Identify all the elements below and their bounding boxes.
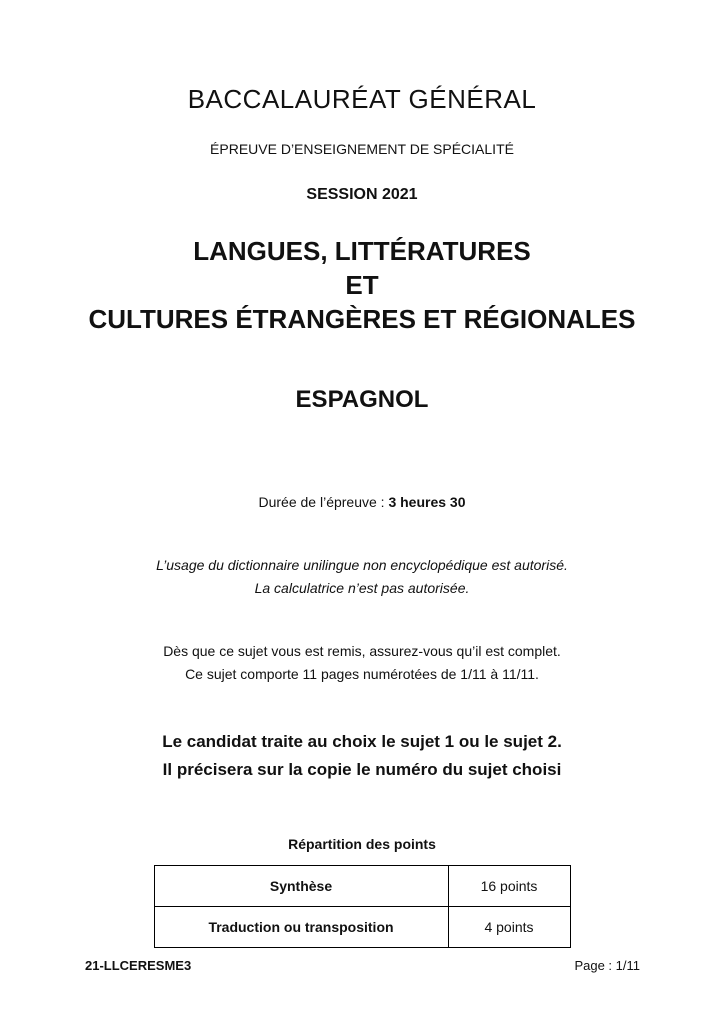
materials-note bbox=[0, 554, 724, 600]
points-row-label: Synthèse bbox=[154, 866, 448, 907]
points-table bbox=[154, 865, 571, 948]
duration-line bbox=[0, 494, 724, 510]
duration-value: 3 heures 30 bbox=[388, 494, 466, 510]
language-title: ESPAGNOL bbox=[295, 386, 429, 413]
subject-choice-line2: Il précisera sur la copie le numéro du sujet choisi bbox=[162, 760, 562, 779]
points-table-title: Répartition des points bbox=[288, 836, 436, 852]
points-row-value: 4 points bbox=[448, 907, 570, 948]
subject-choice-line1: Le candidat traite au choix le sujet 1 ou le sujet 2. bbox=[162, 732, 562, 751]
completeness-note bbox=[0, 640, 724, 686]
subject-choice-note bbox=[0, 728, 724, 784]
subject-title-line3: CULTURES ÉTRANGÈRES ET RÉGIONALES bbox=[88, 304, 636, 334]
page-footer bbox=[85, 958, 640, 973]
points-row-label: Traduction ou transposition bbox=[154, 907, 448, 948]
subject-title-line2: ET bbox=[345, 270, 379, 300]
calculator-note: La calculatrice n’est pas autorisée. bbox=[254, 580, 470, 596]
points-row-value: 16 points bbox=[448, 866, 570, 907]
table-row bbox=[154, 866, 570, 907]
pages-info-note: Ce sujet comporte 11 pages numérotées de 1/11 à 11/11. bbox=[185, 666, 539, 682]
page-title: BACCALAURÉAT GÉNÉRAL bbox=[187, 84, 537, 114]
dictionary-note: L’usage du dictionnaire unilingue non encyclopédique est autorisé. bbox=[156, 557, 568, 573]
table-row bbox=[154, 907, 570, 948]
duration-label: Durée de l’épreuve : bbox=[258, 494, 389, 510]
exam-type-subtitle: ÉPREUVE D’ENSEIGNEMENT DE SPÉCIALITÉ bbox=[210, 141, 514, 157]
page-number: Page : 1/11 bbox=[574, 958, 640, 973]
session-label: SESSION 2021 bbox=[306, 186, 418, 203]
document-reference: 21-LLCERESME3 bbox=[85, 958, 192, 973]
complete-check-note: Dès que ce sujet vous est remis, assurez-vous qu’il est complet. bbox=[163, 643, 561, 659]
subject-title-line1: LANGUES, LITTÉRATURES bbox=[193, 236, 531, 266]
subject-title bbox=[0, 234, 724, 336]
